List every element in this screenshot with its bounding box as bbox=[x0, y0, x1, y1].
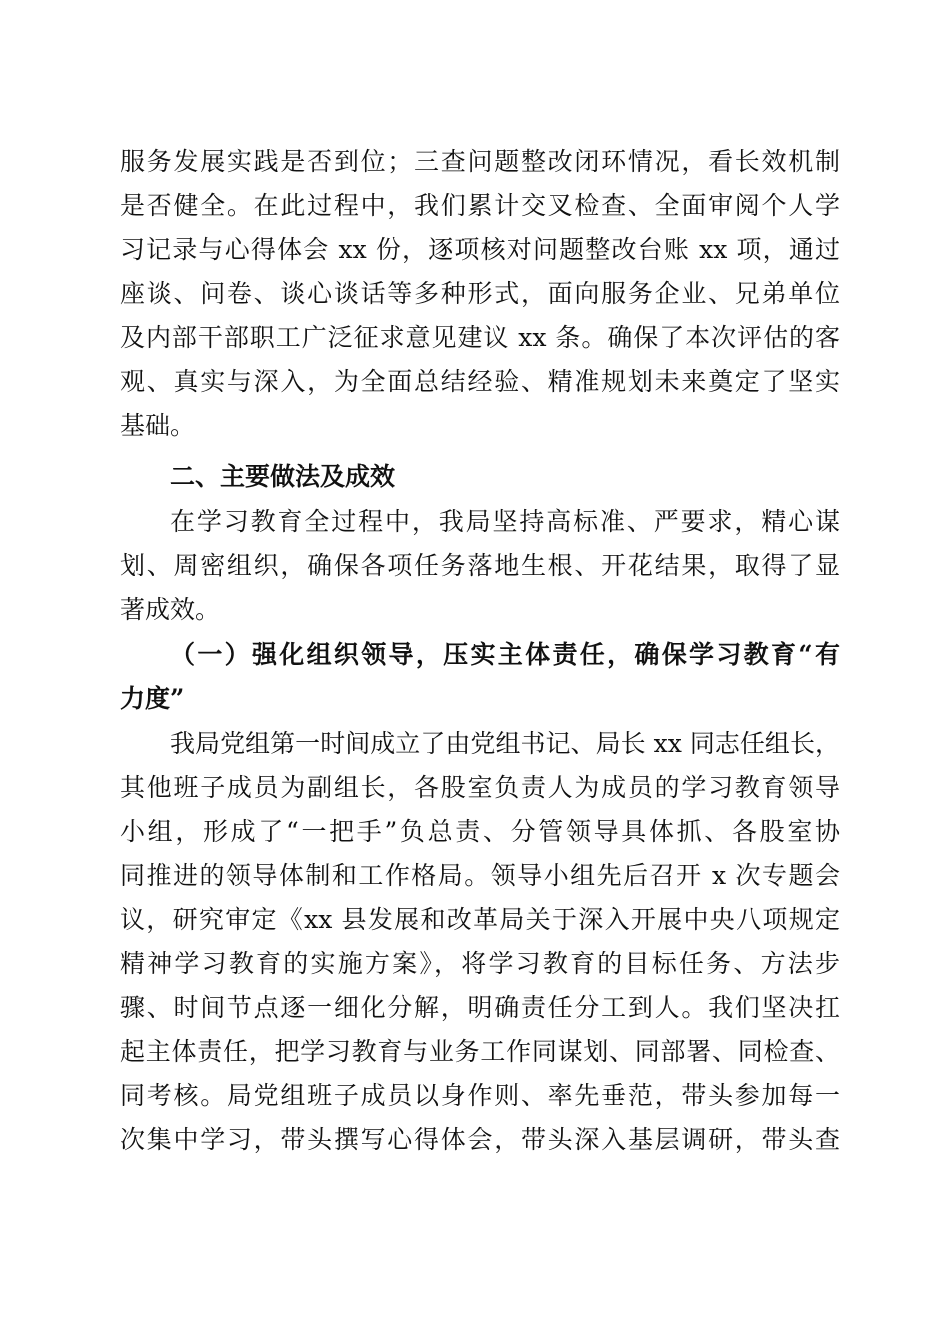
text-line: 骤、时间节点逐一细化分解，明确责任分工到人。我们坚决扛 bbox=[120, 993, 840, 1022]
section-heading: 二、主要做法及成效 bbox=[170, 462, 396, 491]
text-line: 我局党组第一时间成立了由党组书记、局长 xx 同志任组长， bbox=[170, 729, 840, 758]
paragraph-evaluation-method bbox=[120, 140, 840, 448]
text-line: 是否健全。在此过程中，我们累计交叉检查、全面审阅个人学 bbox=[120, 191, 840, 220]
text-line: 同推进的领导体制和工作格局。领导小组先后召开 x 次专题会 bbox=[120, 861, 840, 890]
paragraph-leadership bbox=[120, 722, 840, 1162]
text-line: 习记录与心得体会 xx 份，逐项核对问题整改台账 xx 项，通过 bbox=[120, 235, 840, 264]
text-line: 观、真实与深入，为全面总结经验、精准规划未来奠定了坚实 bbox=[120, 367, 840, 396]
text-line: 议，研究审定《xx 县发展和改革局关于深入开展中央八项规定 bbox=[120, 905, 840, 934]
text-line: 座谈、问卷、谈心谈话等多种形式，面向服务企业、兄弟单位 bbox=[120, 279, 840, 308]
text-line: 著成效。 bbox=[120, 595, 221, 624]
text-line: 服务发展实践是否到位；三查问题整改闭环情况，看长效机制 bbox=[120, 147, 840, 176]
text-line: 小组，形成了“一把手”负总责、分管领导具体抓、各股室协 bbox=[120, 817, 840, 846]
text-line: 及内部干部职工广泛征求意见建议 xx 条。确保了本次评估的客 bbox=[120, 323, 840, 352]
text-line: 基础。 bbox=[120, 411, 196, 440]
text-line: 划、周密组织，确保各项任务落地生根、开花结果，取得了显 bbox=[120, 551, 840, 580]
text-line: 在学习教育全过程中，我局坚持高标准、严要求，精心谋 bbox=[170, 507, 840, 536]
text-line: 力度” bbox=[120, 684, 185, 713]
text-line: 其他班子成员为副组长，各股室负责人为成员的学习教育领导 bbox=[120, 773, 840, 802]
paragraph-overview bbox=[120, 500, 840, 632]
text-line: 精神学习教育的实施方案》，将学习教育的目标任务、方法步 bbox=[120, 949, 840, 978]
text-line: （一）强化组织领导，压实主体责任，确保学习教育“有 bbox=[170, 640, 840, 669]
text-line: 次集中学习，带头撰写心得体会，带头深入基层调研，带头查 bbox=[120, 1125, 840, 1154]
sub-heading bbox=[120, 633, 840, 721]
text-line: 同考核。局党组班子成员以身作则、率先垂范，带头参加每一 bbox=[120, 1081, 840, 1110]
text-line: 起主体责任，把学习教育与业务工作同谋划、同部署、同检查、 bbox=[120, 1037, 840, 1066]
